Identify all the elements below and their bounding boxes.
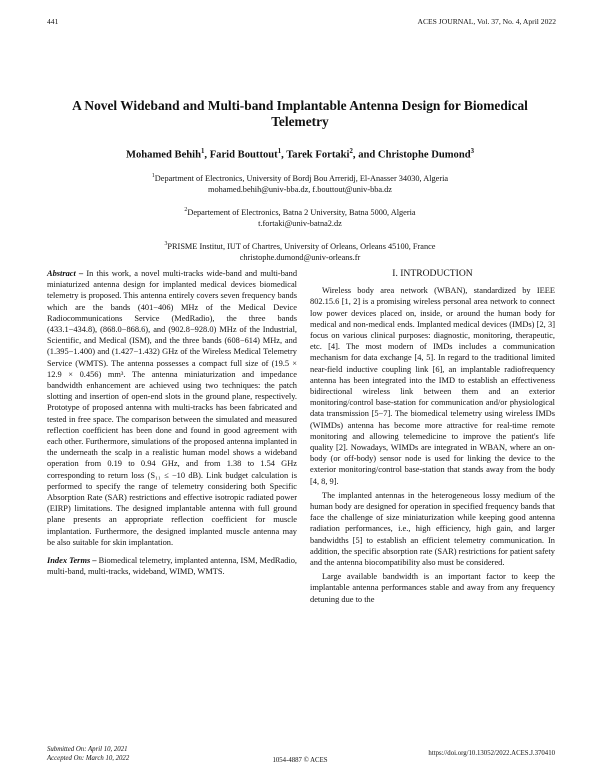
intro-paragraph: The implanted antennas in the heterogeneous lossy medium of the human body are designed for operation in specified frequency bands that face the challenge of size miniaturization while keeping good antenna radiation performances, i.e., high efficiency, high gain, and larger bandwidths [5] to establish an efficient telemetry communication. In addition, the specific absorption rate (SAR) restrictions for patient safety and the antenna biocompatibility also must be considered. xyxy=(310,490,555,568)
affiliation-address: Departement of Electronics, Batna 2 University, Batna 5000, Algeria xyxy=(187,207,416,217)
abstract-text: In this work, a novel multi-tracks wide-band and multi-band miniaturized antenna design for implanted medical devices biomedical telemetry is proposed. This antenna entirely covers seven frequency bands which are the bands (401−406) MHz of the Medical Device Radiocommunications Service (MedRadio), the three bands (433.1−434.8), (868.0−868.6), and (902.8−928.0) MHz of the Industrial, Scientific, and Medical (ISM), and the three bands (608−614) MHz, and (1.395−1.400) and (1.427−1.432) GHz of the Wireless Medical Telemetry Service (WMTS). The antenna possesses a compact full size of (19.5 × 12.9 × 0.456) mm³. The antenna miniaturization and impedance bandwidth enhancement are achieved using two techniques: the patch slotting and insertion of open-end slots in the ground plane, respectively. Prototype of proposed antenna with multi-tracks has been fabricated and tested in free space. The comparison between the simulated and measured reflection coefficient has been done and found in good agreement with each other. Furthermore, simulations of the proposed antenna implanted in the underneath the scalp in a realistic human model shows a wideband operation from 0.19 to 0.94 GHz, and from 1.38 to 1.54 GHz corresponding to return loss (S₁₁ ≤ −10 dB). Link budget calculation is performed to specify the range of telemetry considering both Specific Absorption Rate (SAR) restrictions and effective isotropic radiated power (EIRP) limitations. The designed implantable antenna with full ground plane presents an appropriate reflection coefficient for muscle implantation. Furthermore, the designed implanted muscle antenna may be also suitable for skin implantation. xyxy=(47,269,298,547)
paper-title: A Novel Wideband and Multi-band Implantable Antenna Design for Biomedical Telemetry xyxy=(72,98,528,129)
doi-link[interactable]: https://doi.org/10.13052/2022.ACES.J.370410 xyxy=(428,750,555,757)
author-name: Christophe Dumond xyxy=(377,149,471,161)
affiliation-mark: 2 xyxy=(184,207,188,213)
running-header: ACES JOURNAL, Vol. 37, No. 4, April 2022 xyxy=(417,17,556,26)
intro-paragraph: Large available bandwidth is an important factor to keep the implantable antenna performances stable and away from any frequency detuning due to the xyxy=(310,572,555,604)
abstract xyxy=(47,268,297,548)
page-number: 441 xyxy=(47,17,59,26)
index-terms-text: Biomedical telemetry, implanted antenna, ISM, MedRadio, multi-band, multi-tracks, wideband, WIMD, WMTS. xyxy=(47,556,298,577)
author-affiliation-mark: 1 xyxy=(201,148,205,155)
author-affiliation-mark: 2 xyxy=(349,148,353,155)
affiliation-emails: christophe.dumond@univ-orleans.fr xyxy=(239,252,361,262)
affiliation xyxy=(40,239,560,263)
accepted-date: Accepted On: March 10, 2022 xyxy=(47,755,130,762)
author-affiliation-mark: 3 xyxy=(470,148,475,155)
affiliation-emails: t.fortaki@univ-batna2.dz xyxy=(258,218,342,228)
right-column xyxy=(310,268,555,608)
affiliation-emails: mohamed.behih@univ-bba.dz, f.bouttout@univ-bba.dz xyxy=(208,184,392,194)
affiliation-mark: 3 xyxy=(164,241,168,247)
left-column xyxy=(47,268,297,584)
intro-paragraph: Wireless body area network (WBAN), standardized by IEEE 802.15.6 [1, 2] is a promising wireless personal area network to connect low power devices placed on, inside, or around the human body for medical and non-medical ends. Implanted medical devices (IMDs) [2, 3] focus on various clinical purposes: diagnostic, monitoring, therapeutic, etc. [4]. The most modern of IMDs includes a communication mechanism for data exchange [4, 5]. In regard to the traditional limited near-field inductive coupling link [6], an implantable radiofrequency antenna has been integrated into the IMD to establish an effectiveness bidirectional wireless link between them and an exterior monitoring/control base-station for communication and/or physiological data transmission [5−7]. The biomedical telemetry using wireless IMDs (WIMDs) antenna has become more attractive for real-time remote monitoring and allowing telemedicine to improve the patient's life quality [2]. Nowadays, WIMDs are integrated in WBAN, where an on-body (or off-body) sensor node is used for linking the device to the exterior monitoring/control base-station that stands away from the body [4, 8, 9]. xyxy=(310,286,555,486)
author-name: Mohamed Behih xyxy=(125,149,201,161)
author-affiliation-mark: 1 xyxy=(277,148,282,155)
index-terms xyxy=(47,555,297,577)
issn-line: 1054-4887 © ACES xyxy=(272,757,328,764)
submitted-date: Submitted On: April 10, 2021 xyxy=(47,746,128,753)
affiliation-mark: 1 xyxy=(151,173,155,179)
index-terms-label: Index Terms – xyxy=(47,556,97,566)
affiliation-address: PRISME Institut, IUT of Chartres, University of Orleans, Orleans 45100, France xyxy=(167,241,436,251)
affiliation xyxy=(40,205,560,229)
author-list: Mohamed Behih$^1$, Farid Bouttout$^1$, Tarek Fortaki$^2$, and Christophe Dumond$^3$ xyxy=(125,148,475,161)
affiliation-address: Department of Electronics, University of Bordj Bou Arreridj, El-Anasser 34030, Algeria xyxy=(154,173,449,183)
author-name: Tarek Fortaki xyxy=(286,149,350,161)
affiliation xyxy=(40,171,560,195)
section-heading: I. INTRODUCTION xyxy=(392,268,473,279)
author-name: Farid Bouttout xyxy=(209,149,278,161)
abstract-label: Abstract – xyxy=(47,269,84,278)
